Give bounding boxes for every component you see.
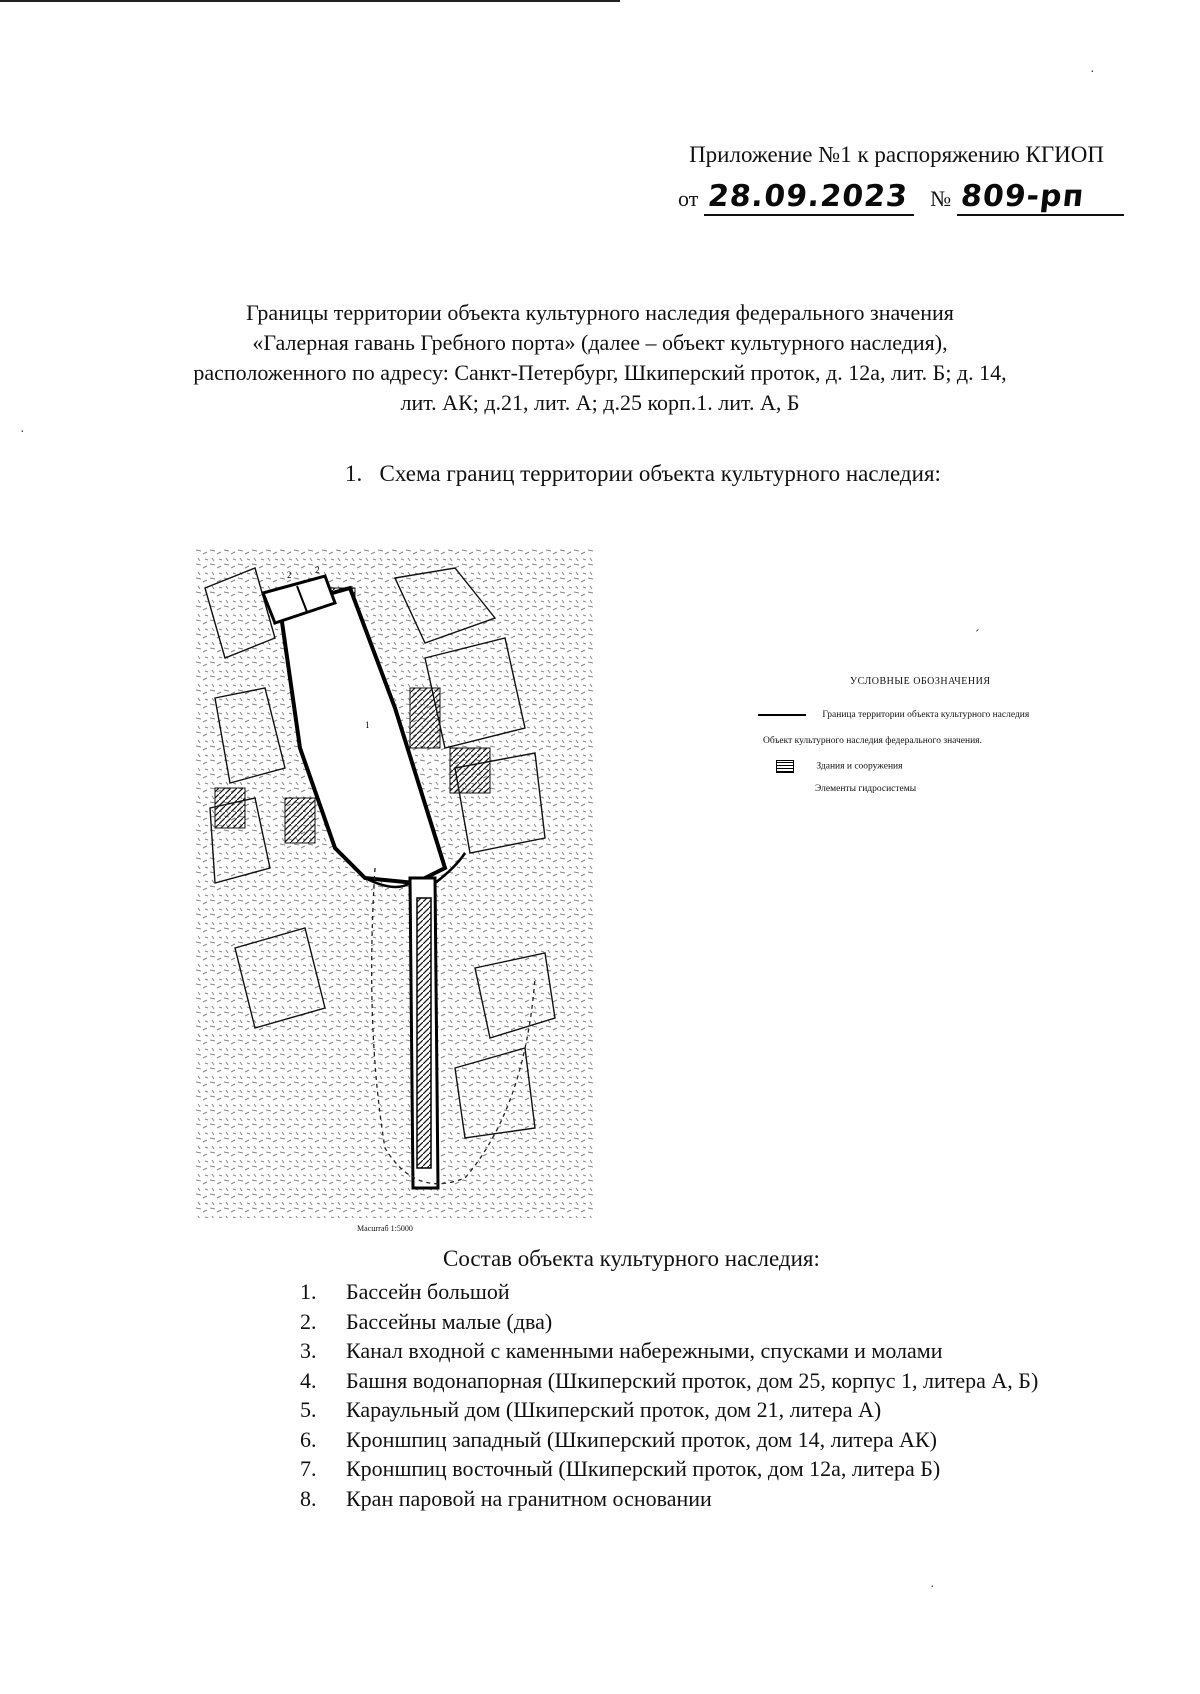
canal-embankments: [417, 898, 431, 1168]
title-line: лит. АК; д.21, лит. А; д.25 корп.1. лит. А, Б: [400, 390, 800, 415]
legend-boundary: [758, 710, 1029, 720]
scan-speck: ·: [20, 425, 25, 440]
section-number: 1.: [345, 461, 363, 486]
list-item: 6. Кроншпиц западный (Шкиперский проток, дом 14, литера АК): [300, 1426, 937, 1452]
section-heading: [345, 461, 941, 487]
boundary-map: [195, 548, 595, 1218]
legend-title: УСЛОВНЫЕ ОБОЗНАЧЕНИЯ: [850, 676, 991, 687]
document-title: [100, 298, 1100, 418]
scan-top-edge: [0, 0, 620, 2]
list-item: 5. Караульный дом (Шкиперский проток, дом 21, литера А): [300, 1397, 882, 1422]
legend-item-label: Элементы гидросистемы: [815, 784, 917, 794]
legend-item-label: Здания и сооружения: [816, 761, 903, 772]
appendix-heading: Приложение №1 к распоряжению КГИОП: [689, 142, 1104, 167]
list-item: 2. Бассейны малые (два): [300, 1308, 553, 1334]
composition-list: [300, 1277, 1038, 1513]
building-symbol-icon: [776, 760, 794, 773]
title-line: расположенного по адресу: Санкт-Петербург, Шкиперский проток, д. 12а, лит. Б; д. 14,: [193, 360, 1007, 385]
handwritten-date: 28.09.2023: [706, 179, 910, 214]
number-prefix: №: [930, 186, 952, 211]
list-item: 1. Бассейн большой: [300, 1279, 510, 1304]
legend-hydro: [815, 784, 916, 794]
section-title: Схема границ территории объекта культурного наследия:: [379, 461, 941, 486]
scan-speck: ˊ: [975, 628, 980, 643]
boundary-line-symbol: [758, 714, 806, 716]
legend-item-label: Граница территории объекта культурного наследия: [822, 710, 1030, 720]
legend-heritage: [763, 736, 982, 746]
list-item: 7. Кроншпиц восточный (Шкиперский проток, дом 12а, литера Б): [300, 1456, 941, 1481]
date-underline: [704, 179, 914, 216]
composition-heading: Состав объекта культурного наследия:: [443, 1246, 820, 1271]
handwritten-number: 809-рп: [958, 179, 1086, 214]
list-item: 8. Кран паровой на гранитном основании: [300, 1485, 712, 1511]
list-item: 4. Башня водонапорная (Шкиперский проток, дом 25, корпус 1, литера А, Б): [300, 1367, 1039, 1393]
list-item: 3. Канал входной с каменными набережными, спусками и молами: [300, 1338, 943, 1363]
map-label: 2: [315, 565, 320, 575]
order-line: [678, 179, 1124, 216]
title-line: Границы территории объекта культурного наследия федерального значения: [246, 300, 954, 325]
number-underline: [957, 179, 1124, 216]
legend-item-label: Объект культурного наследия федерального значения.: [763, 736, 982, 746]
map-scale: Масштаб 1:5000: [357, 1224, 413, 1233]
title-line: «Галерная гавань Гребного порта» (далее – объект культурного наследия),: [252, 330, 948, 355]
scan-speck: ·: [930, 1580, 935, 1595]
scan-speck: ·: [1090, 65, 1095, 80]
map-label: 1: [365, 720, 370, 730]
date-prefix: от: [678, 186, 699, 211]
legend-buildings: [776, 760, 902, 773]
map-label: 2: [287, 570, 292, 580]
